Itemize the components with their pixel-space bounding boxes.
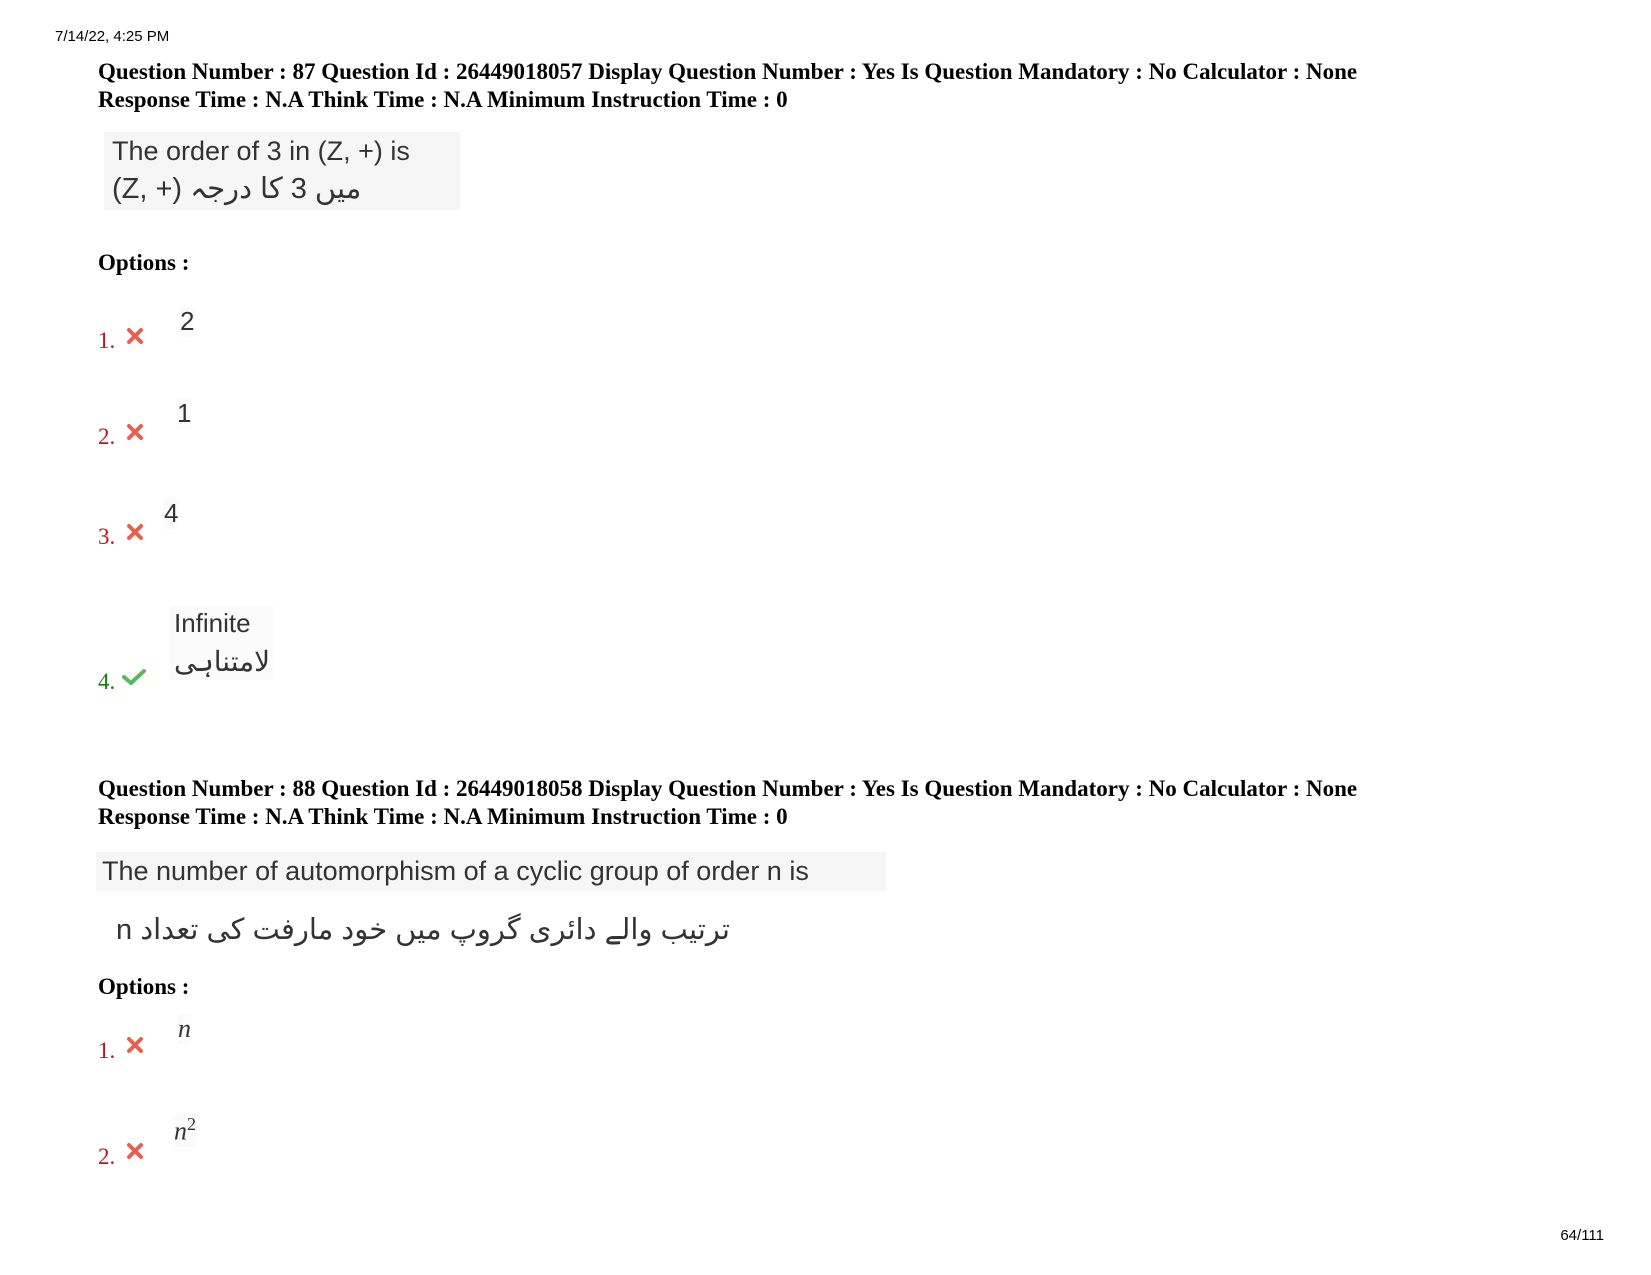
check-icon bbox=[122, 668, 146, 686]
cross-icon bbox=[126, 523, 144, 541]
option-value bbox=[170, 606, 274, 680]
option-value-ur: لامتناہی bbox=[174, 646, 271, 677]
option-value bbox=[174, 1114, 196, 1147]
question-text-image bbox=[104, 132, 460, 210]
cross-icon bbox=[126, 1036, 144, 1054]
question-text-ur: (Z, +) میں 3 کا درجہ bbox=[112, 173, 362, 205]
print-timestamp: 7/14/22, 4:25 PM bbox=[55, 28, 170, 45]
cross-icon bbox=[126, 1142, 144, 1160]
question-text-ur: n ترتیب والے دائری گروپ میں خود مارفت کی تعداد bbox=[116, 914, 730, 946]
question-text-en: The number of automorphism of a cyclic group of order n is bbox=[102, 856, 809, 886]
option-number: 1. bbox=[98, 328, 116, 353]
cross-icon bbox=[126, 423, 144, 441]
option-value: 4 bbox=[164, 498, 179, 528]
question-meta-line1: Question Number : 87 Question Id : 26449018057 Display Question Number : Yes Is Question Mandatory : No Calculator : None bbox=[98, 59, 1358, 84]
question-meta bbox=[98, 58, 1598, 114]
option-number: 4. bbox=[98, 669, 116, 694]
option-number: 1. bbox=[98, 1038, 116, 1063]
options-label: Options : bbox=[98, 974, 190, 999]
question-text-en: The order of 3 in (Z, +) is bbox=[112, 136, 410, 166]
question-meta-line2: Response Time : N.A Think Time : N.A Minimum Instruction Time : 0 bbox=[98, 804, 788, 829]
question-text-image bbox=[96, 852, 886, 891]
option-number: 3. bbox=[98, 524, 116, 549]
question-meta bbox=[98, 775, 1598, 831]
option-value: 1 bbox=[177, 398, 192, 428]
question-meta-line2: Response Time : N.A Think Time : N.A Minimum Instruction Time : 0 bbox=[98, 87, 788, 112]
option-base: n bbox=[174, 1116, 187, 1146]
cross-icon bbox=[126, 327, 144, 345]
option-exponent: 2 bbox=[187, 1114, 196, 1134]
option-number: 2. bbox=[98, 1144, 116, 1169]
option-number: 2. bbox=[98, 424, 116, 449]
options-label: Options : bbox=[98, 250, 190, 275]
question-meta-line1: Question Number : 88 Question Id : 26449018058 Display Question Number : Yes Is Question Mandatory : No Calculator : None bbox=[98, 776, 1358, 801]
question-text-image-ur bbox=[110, 910, 730, 949]
page-number: 64/111 bbox=[1560, 1227, 1604, 1244]
option-value: n bbox=[178, 1014, 191, 1043]
option-value: 2 bbox=[180, 306, 195, 336]
option-value-en: Infinite bbox=[174, 608, 251, 638]
